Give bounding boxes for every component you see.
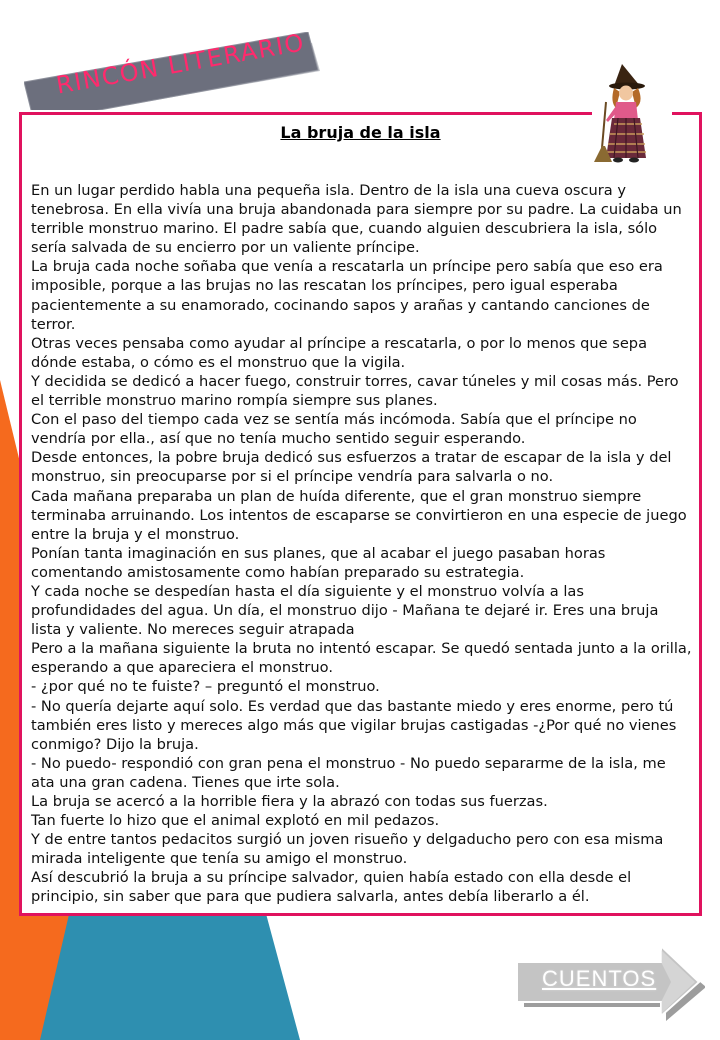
cuentos-nav-button[interactable] bbox=[515, 944, 705, 1024]
section-banner bbox=[24, 28, 320, 110]
story-paragraph: Pero a la mañana siguiente la bruta no intentó escapar. Se quedó sentada junto a la orilla, esperando a que apareciera el monstruo. bbox=[31, 640, 692, 677]
story-paragraph: La bruja cada noche soñaba que venía a rescatarla un príncipe pero sabía que eso era imposible, porque a las brujas no las rescatan los príncipes, pero igual esperaba pacientemente a su enamorado, cocinando sapos y arañas y cantando canciones de terror. bbox=[31, 258, 663, 333]
story-paragraph: La bruja se acercó a la horrible fiera y la abrazó con todas sus fuerzas. bbox=[31, 793, 548, 810]
story-paragraph: Cada mañana preparaba un plan de huída diferente, que el gran monstruo siempre terminaba arruinando. Los intentos de escaparse se convirtieron en una especie de juego entre la bruja y el monstruo. bbox=[31, 487, 687, 543]
story-paragraph: Y decidida se dedicó a hacer fuego, construir torres, cavar túneles y mil cosas más. Pero el terrible monstruo marino rompía siempre sus planes. bbox=[31, 372, 679, 410]
story-paragraph: - ¿por qué no te fuiste? – preguntó el monstruo. bbox=[31, 678, 380, 696]
story-paragraph: Y cada noche se despedían hasta el día siguiente y el monstruo volvía a las profundidades del agua. Un día, el monstruo dijo - Mañana te dejaré ir. Eres una bruja lista y valiente. No mereces seguir atrapada bbox=[31, 582, 659, 639]
banner-title: RINCÓN LITERARIO bbox=[54, 28, 308, 100]
story-panel bbox=[19, 112, 702, 916]
nav-button-label: CUENTOS bbox=[542, 966, 657, 991]
story-paragraph: Y de entre tantos pedacitos surgió un joven risueño y delgaducho pero con esa misma mirada inteligente que tenía su amigo el monstruo. bbox=[31, 831, 664, 868]
story-paragraph: Otras veces pensaba como ayudar al príncipe a rescatarla, o por lo menos que sepa dónde estaba, o cómo es el monstruo que la vigila. bbox=[31, 334, 648, 371]
story-body bbox=[31, 181, 693, 907]
story-paragraph: Ponían tanta imaginación en sus planes, que al acabar el juego pasaban horas comentando amistosamente como habían preparado su estrategia. bbox=[31, 544, 606, 581]
story-paragraph: Con el paso del tiempo cada vez se sentía más incómoda. Sabía que el príncipe no vendría por ella., así que no tenía mucho sentido seguir esperando. bbox=[31, 411, 637, 448]
story-paragraph: - No quería dejarte aquí solo. Es verdad que das bastante miedo y eres enorme, pero tú también eres listo y mereces algo más que vigilar brujas castigadas -¿Por qué no vienes conmigo? Dijo la bruja. bbox=[31, 697, 677, 753]
story-paragraph: En un lugar perdido habla una pequeña isla. Dentro de la isla una cueva oscura y tenebrosa. En ella vivía una bruja abandonada para siempre por su padre. La cuidaba un terrible monstruo marino. El padre sabía que, cuando alguien descubriera la isla, sólo sería salvada de su encierro por un valiente príncipe. bbox=[31, 182, 682, 257]
witch-icon bbox=[592, 62, 672, 164]
story-paragraph: Así descubrió la bruja a su príncipe salvador, quien había estado con ella desde el principio, sin saber que para que pudiera salvarla, antes debía liberarlo a él. bbox=[31, 869, 632, 906]
story-paragraph: Tan fuerte lo hizo que el animal explotó en mil pedazos. bbox=[31, 812, 440, 830]
story-paragraph: Desde entonces, la pobre bruja dedicó sus esfuerzos a tratar de escapar de la isla y del monstruo, sin preocuparse por si el príncipe vendría para salvarla o no. bbox=[31, 449, 672, 486]
story-title: La bruja de la isla bbox=[280, 123, 441, 142]
story-paragraph: - No puedo- respondió con gran pena el monstruo - No puedo separarme de la isla, me ata una gran cadena. Tienes que irte sola. bbox=[31, 754, 666, 791]
